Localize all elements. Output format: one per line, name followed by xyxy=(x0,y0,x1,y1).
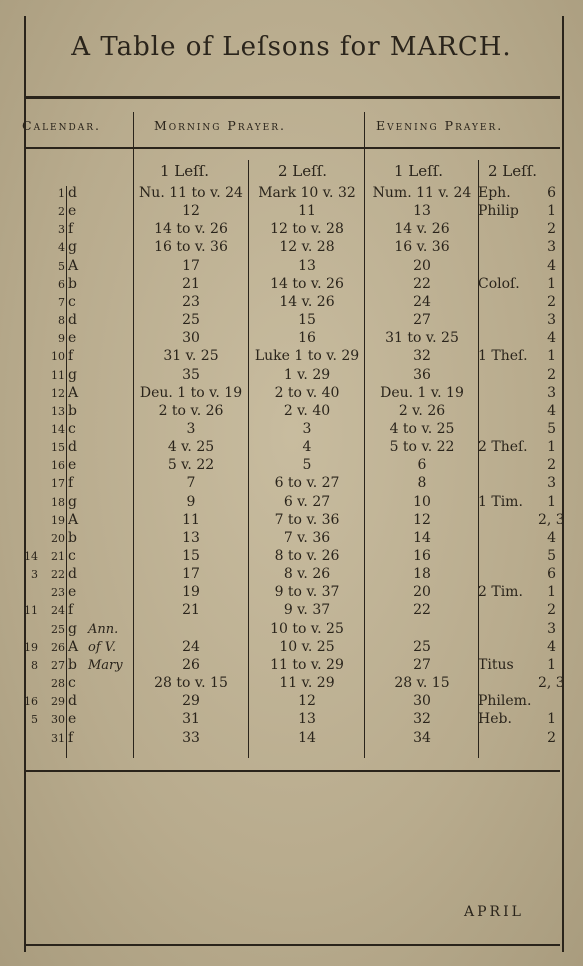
morning-second-lesson: 3 xyxy=(302,420,312,437)
dominical-letter: g xyxy=(68,493,77,510)
evening-second-lesson-chapter: 2 xyxy=(547,602,556,619)
dominical-letter: A xyxy=(68,638,79,655)
morning-first-lesson: 19 xyxy=(182,584,200,601)
table-row xyxy=(0,729,583,748)
dominical-letter: A xyxy=(68,511,79,528)
evening-second-lesson-chapter: 2 xyxy=(547,293,556,310)
table-row xyxy=(0,347,583,366)
morning-second-lesson: 11 v. 29 xyxy=(279,675,335,692)
table-row xyxy=(0,238,583,257)
evening-first-lesson: 36 xyxy=(413,366,431,383)
morning-second-lesson: 6 v. 27 xyxy=(283,493,331,510)
day-number: 5 xyxy=(58,259,65,273)
morning-second-lesson: 12 v. 28 xyxy=(279,239,335,256)
morning-second-lesson: 2 v. 40 xyxy=(283,402,331,419)
day-number: 20 xyxy=(51,531,65,545)
morning-first-lesson: 16 to v. 36 xyxy=(154,239,228,256)
morning-second-lesson: 14 v. 26 xyxy=(279,293,335,310)
day-number: 21 xyxy=(51,550,65,563)
dominical-letter: b xyxy=(68,529,77,546)
dominical-letter: e xyxy=(68,203,77,220)
table-row xyxy=(0,601,583,620)
feast-label: Ann. xyxy=(88,621,119,637)
morning-first-lesson: 33 xyxy=(182,729,200,746)
evening-second-lesson-chapter: 1 xyxy=(547,656,556,673)
evening-second-lesson-book: Coloſ. xyxy=(478,275,520,292)
dominical-letter: f xyxy=(68,602,74,619)
table-row xyxy=(0,674,583,693)
morning-first-lesson: Deu. 1 to v. 19 xyxy=(139,384,243,401)
evening-second-lesson-chapter: 1 xyxy=(547,203,556,220)
morning-first-lesson: 28 to v. 15 xyxy=(154,675,228,692)
title-rule xyxy=(24,96,560,99)
evening-second-lesson-chapter: 1 xyxy=(547,348,556,365)
day-number: 29 xyxy=(51,695,65,709)
prime-number: 5 xyxy=(31,713,38,727)
evening-first-lesson: 5 to v. 22 xyxy=(389,439,455,456)
morning-second-lesson: Mark 10 v. 32 xyxy=(258,185,356,201)
evening-first-lesson: 22 xyxy=(413,602,431,619)
morning-first-lesson: Nu. 11 to v. 24 xyxy=(139,185,243,201)
evening-first-lesson: 28 v. 15 xyxy=(394,675,450,692)
morning-first-lesson: 17 xyxy=(182,257,200,274)
morning-second-lesson: 13 xyxy=(298,257,316,274)
day-number: 16 xyxy=(51,459,65,473)
morning-second-lesson: 8 to v. 26 xyxy=(274,548,340,564)
day-number: 18 xyxy=(51,495,65,509)
dominical-letter: g xyxy=(68,239,77,256)
table-row xyxy=(0,547,583,566)
evening-second-lesson-chapter: 6 xyxy=(547,185,556,201)
table-row xyxy=(0,529,583,548)
morning-first-lesson: 25 xyxy=(182,312,200,329)
table-row xyxy=(0,474,583,493)
day-number: 4 xyxy=(58,241,65,255)
evening-second-lesson-chapter: 2 xyxy=(547,366,556,383)
evening-second-lesson-header: 2 Leſſ. xyxy=(488,162,538,180)
evening-second-lesson-chapter: 4 xyxy=(547,402,556,419)
table-row xyxy=(0,583,583,602)
evening-first-lesson: Num. 11 v. 24 xyxy=(372,185,472,201)
morning-second-lesson: 5 xyxy=(302,457,312,474)
table-row xyxy=(0,493,583,512)
dominical-letter: c xyxy=(68,548,76,564)
day-number: 31 xyxy=(51,731,65,745)
morning-second-lesson: 7 to v. 36 xyxy=(274,511,340,528)
morning-second-lesson-header: 2 Leſſ. xyxy=(278,162,328,180)
day-number: 8 xyxy=(58,314,65,328)
dominical-letter: b xyxy=(68,402,77,419)
evening-first-lesson: 14 xyxy=(413,529,431,546)
table-row xyxy=(0,638,583,657)
morning-first-lesson: 31 xyxy=(182,711,200,728)
table-row xyxy=(0,438,583,457)
day-number: 26 xyxy=(51,640,65,654)
feast-label: of V. xyxy=(88,639,117,655)
table-row xyxy=(0,202,583,221)
dominical-letter: f xyxy=(68,348,74,365)
evening-second-lesson-book: 2 Tim. xyxy=(478,584,523,601)
evening-first-lesson-header: 1 Leſſ. xyxy=(394,162,444,180)
morning-second-lesson: 15 xyxy=(298,312,316,329)
day-number: 23 xyxy=(51,586,65,600)
prime-number: 16 xyxy=(24,695,38,709)
table-row xyxy=(0,565,583,584)
evening-first-lesson: 13 xyxy=(413,203,431,220)
morning-second-lesson: 12 to v. 28 xyxy=(270,221,344,238)
morning-second-lesson: 14 to v. 26 xyxy=(270,275,344,292)
morning-second-lesson: 10 v. 25 xyxy=(279,638,335,655)
table-row xyxy=(0,257,583,276)
table-row xyxy=(0,420,583,439)
table-row xyxy=(0,366,583,385)
evening-second-lesson-chapter: 1 xyxy=(547,439,556,456)
morning-second-lesson: 2 to v. 40 xyxy=(274,384,340,401)
day-number: 30 xyxy=(51,713,65,727)
table-row xyxy=(0,692,583,711)
day-number: 22 xyxy=(51,568,65,582)
evening-second-lesson-chapter: 1 xyxy=(547,711,556,728)
evening-second-lesson-chapter: 2, 3 xyxy=(538,675,565,692)
day-number: 25 xyxy=(51,622,65,636)
dominical-letter: A xyxy=(68,384,79,401)
morning-second-lesson: 9 to v. 37 xyxy=(274,584,340,601)
morning-first-lesson: 15 xyxy=(182,548,200,564)
morning-first-lesson: 21 xyxy=(182,602,200,619)
calendar-heading: Calendar. xyxy=(22,118,101,133)
dominical-letter: d xyxy=(68,185,77,201)
morning-first-lesson: 11 xyxy=(182,511,200,528)
evening-first-lesson: Deu. 1 v. 19 xyxy=(380,384,464,401)
evening-first-lesson: 32 xyxy=(413,711,431,728)
morning-first-lesson: 26 xyxy=(182,656,200,673)
morning-first-lesson: 31 v. 25 xyxy=(163,348,219,365)
morning-first-lesson: 21 xyxy=(182,275,200,292)
table-row xyxy=(0,710,583,729)
evening-first-lesson: 30 xyxy=(413,693,431,710)
evening-prayer-heading: Evening Prayer. xyxy=(376,118,504,133)
morning-second-lesson: 12 xyxy=(298,693,316,710)
prime-number: 3 xyxy=(31,568,38,582)
morning-first-lesson: 17 xyxy=(182,566,200,583)
table-row xyxy=(0,656,583,675)
morning-first-lesson-header: 1 Leſſ. xyxy=(160,162,210,180)
day-number: 7 xyxy=(58,295,65,309)
prime-number: 11 xyxy=(24,604,38,618)
bottom-rule xyxy=(24,770,560,772)
day-number: 15 xyxy=(51,441,65,455)
base-rule xyxy=(24,944,560,946)
dominical-letter: e xyxy=(68,457,77,474)
dominical-letter: d xyxy=(68,566,77,583)
evening-second-lesson-chapter: 2 xyxy=(547,729,556,746)
dominical-letter: c xyxy=(68,293,76,310)
morning-second-lesson: Luke 1 to v. 29 xyxy=(254,348,360,365)
feast-label: Mary xyxy=(88,657,123,673)
evening-second-lesson-chapter: 3 xyxy=(547,620,556,637)
dominical-letter: e xyxy=(68,584,77,601)
table-row xyxy=(0,402,583,421)
dominical-letter: c xyxy=(68,420,76,437)
evening-second-lesson-book: Philip xyxy=(478,203,519,220)
evening-second-lesson-book: 2 Theſ. xyxy=(478,439,528,456)
evening-first-lesson: 6 xyxy=(417,457,427,474)
dominical-letter: b xyxy=(68,656,77,673)
evening-second-lesson-chapter: 4 xyxy=(547,529,556,546)
morning-second-lesson: 10 to v. 25 xyxy=(270,620,344,637)
evening-second-lesson-chapter: 5 xyxy=(547,420,556,437)
morning-first-lesson: 3 xyxy=(186,420,196,437)
evening-second-lesson-chapter: 2 xyxy=(547,457,556,474)
morning-prayer-heading: Morning Prayer. xyxy=(154,118,287,133)
evening-second-lesson-chapter: 3 xyxy=(547,239,556,256)
catchword: APRIL xyxy=(464,904,524,920)
evening-first-lesson: 27 xyxy=(413,656,431,673)
evening-second-lesson-chapter: 2, 3 xyxy=(538,511,565,528)
dominical-letter: f xyxy=(68,221,74,238)
prime-number: 8 xyxy=(31,658,38,672)
dominical-letter: d xyxy=(68,693,77,710)
evening-second-lesson-book: Heb. xyxy=(478,711,512,728)
evening-second-lesson-book: Philem. xyxy=(478,693,532,710)
evening-second-lesson-book: 1 Theſ. xyxy=(478,348,528,365)
dominical-letter: d xyxy=(68,439,77,456)
evening-second-lesson-chapter: 1 xyxy=(547,275,556,292)
evening-second-lesson-chapter: 4 xyxy=(547,638,556,655)
dominical-letter: b xyxy=(68,275,77,292)
table-row xyxy=(0,329,583,348)
evening-second-lesson-chapter: 5 xyxy=(547,548,556,564)
morning-second-lesson: 9 v. 37 xyxy=(283,602,331,619)
day-number: 10 xyxy=(51,350,65,364)
day-number: 17 xyxy=(51,477,65,491)
dominical-letter: g xyxy=(68,366,77,383)
morning-second-lesson: 4 xyxy=(302,439,312,456)
morning-first-lesson: 13 xyxy=(182,529,200,546)
day-number: 28 xyxy=(51,677,65,691)
evening-first-lesson: 34 xyxy=(413,729,431,746)
day-number: 1 xyxy=(58,187,65,200)
evening-first-lesson: 22 xyxy=(413,275,431,292)
dominical-letter: A xyxy=(68,257,79,274)
day-number: 9 xyxy=(58,332,65,346)
morning-first-lesson: 29 xyxy=(182,693,200,710)
evening-second-lesson-chapter: 3 xyxy=(547,312,556,329)
day-number: 13 xyxy=(51,404,65,418)
table-row xyxy=(0,384,583,403)
dominical-letter: f xyxy=(68,729,74,746)
dominical-letter: e xyxy=(68,330,77,347)
evening-second-lesson-chapter: 2 xyxy=(547,221,556,238)
table-row xyxy=(0,620,583,639)
evening-second-lesson-chapter: 4 xyxy=(547,257,556,274)
evening-second-lesson-chapter: 6 xyxy=(547,566,556,583)
day-number: 11 xyxy=(51,368,65,382)
evening-first-lesson: 14 v. 26 xyxy=(394,221,450,238)
morning-second-lesson: 14 xyxy=(298,729,316,746)
day-number: 14 xyxy=(51,422,65,436)
evening-second-lesson-book: Eph. xyxy=(478,185,511,201)
table-row xyxy=(0,275,583,294)
morning-second-lesson: 6 to v. 27 xyxy=(274,475,340,492)
prime-number: 19 xyxy=(24,640,38,654)
table-row xyxy=(0,311,583,330)
morning-second-lesson: 16 xyxy=(298,330,316,347)
evening-first-lesson: 20 xyxy=(413,257,431,274)
morning-first-lesson: 24 xyxy=(182,638,200,655)
morning-first-lesson: 5 v. 22 xyxy=(167,457,215,474)
evening-second-lesson-chapter: 3 xyxy=(547,384,556,401)
evening-first-lesson: 27 xyxy=(413,312,431,329)
evening-first-lesson: 31 to v. 25 xyxy=(385,330,459,347)
morning-second-lesson: 13 xyxy=(298,711,316,728)
morning-first-lesson: 35 xyxy=(182,366,200,383)
morning-second-lesson: 1 v. 29 xyxy=(283,366,331,383)
morning-second-lesson: 8 v. 26 xyxy=(283,566,331,583)
table-row xyxy=(0,293,583,312)
table-row xyxy=(0,184,583,203)
morning-second-lesson: 7 v. 36 xyxy=(283,529,331,546)
dominical-letter: g xyxy=(68,620,77,637)
evening-first-lesson: 12 xyxy=(413,511,431,528)
table-row xyxy=(0,511,583,530)
dominical-letter: d xyxy=(68,312,77,329)
prime-number: 14 xyxy=(24,550,38,563)
table-row xyxy=(0,456,583,475)
day-number: 27 xyxy=(51,658,65,672)
evening-first-lesson: 24 xyxy=(413,293,431,310)
day-number: 12 xyxy=(51,386,65,400)
morning-first-lesson: 23 xyxy=(182,293,200,310)
evening-first-lesson: 8 xyxy=(417,475,427,492)
page-title: A Table of Leſsons for MARCH. xyxy=(71,32,512,62)
evening-second-lesson-book: Titus xyxy=(478,656,514,673)
evening-second-lesson-chapter: 4 xyxy=(547,330,556,347)
evening-first-lesson: 10 xyxy=(413,493,431,510)
day-number: 19 xyxy=(51,513,65,527)
dominical-letter: f xyxy=(68,475,74,492)
day-number: 3 xyxy=(58,223,65,237)
evening-first-lesson: 4 to v. 25 xyxy=(389,420,455,437)
morning-first-lesson: 30 xyxy=(182,330,200,347)
morning-first-lesson: 2 to v. 26 xyxy=(158,402,224,419)
evening-first-lesson: 16 xyxy=(413,548,431,564)
dominical-letter: c xyxy=(68,675,76,692)
morning-first-lesson: 4 v. 25 xyxy=(167,439,215,456)
evening-first-lesson: 32 xyxy=(413,348,431,365)
morning-first-lesson: 12 xyxy=(182,203,200,220)
evening-first-lesson: 16 v. 36 xyxy=(394,239,450,256)
morning-second-lesson: 11 to v. 29 xyxy=(270,656,344,673)
evening-first-lesson: 2 v. 26 xyxy=(398,402,446,419)
day-number: 2 xyxy=(58,205,65,219)
morning-first-lesson: 9 xyxy=(186,493,196,510)
evening-first-lesson: 25 xyxy=(413,638,431,655)
evening-second-lesson-chapter: 1 xyxy=(547,584,556,601)
evening-second-lesson-book: 1 Tim. xyxy=(478,493,523,510)
morning-first-lesson: 14 to v. 26 xyxy=(154,221,228,238)
day-number: 24 xyxy=(51,604,65,618)
table-row xyxy=(0,220,583,239)
day-number: 6 xyxy=(58,277,65,291)
evening-second-lesson-chapter: 1 xyxy=(547,493,556,510)
morning-first-lesson: 7 xyxy=(186,475,196,492)
dominical-letter: e xyxy=(68,711,77,728)
section-rule xyxy=(24,147,560,149)
evening-second-lesson-chapter: 3 xyxy=(547,475,556,492)
morning-second-lesson: 11 xyxy=(298,203,316,220)
evening-first-lesson: 20 xyxy=(413,584,431,601)
evening-first-lesson: 18 xyxy=(413,566,431,583)
